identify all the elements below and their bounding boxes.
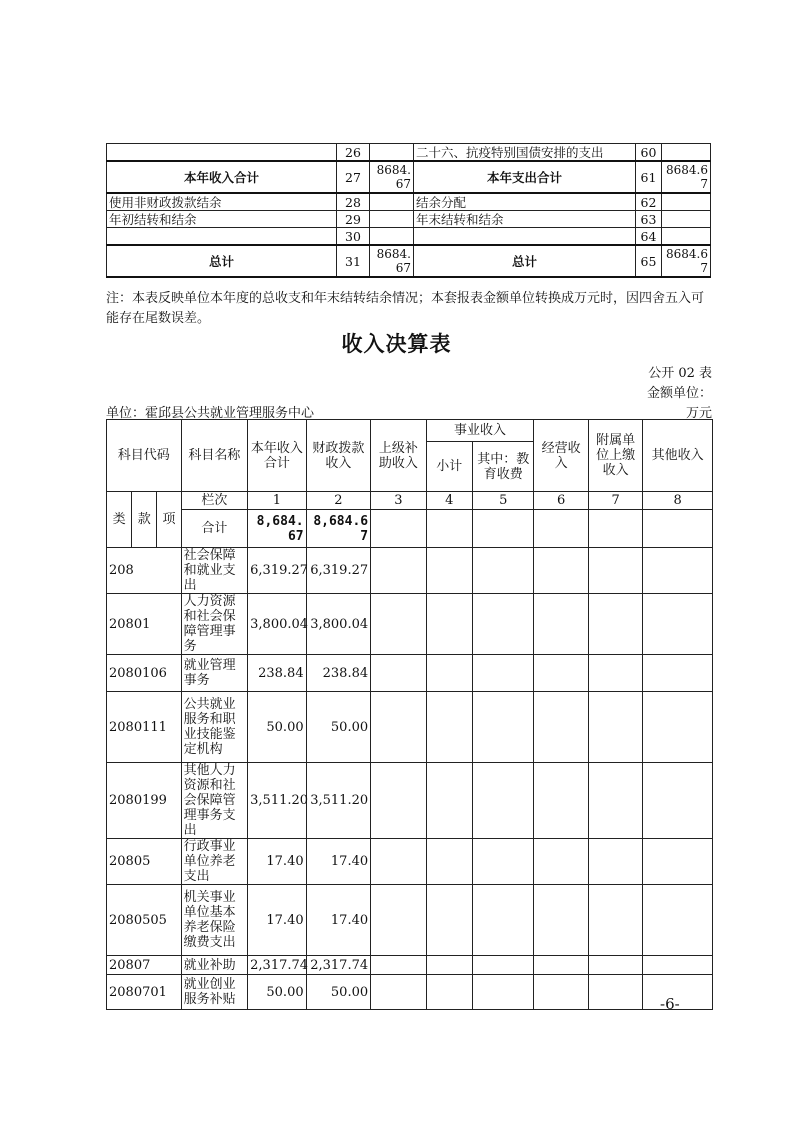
header-row [107,420,713,442]
left-amount [370,228,414,246]
row-code: 2080106 [107,655,182,692]
amount-unit-label: 金额单位： [646,386,712,401]
row-total: 17.40 [248,839,306,885]
row-total: 2,317.74 [248,956,306,975]
row-total: 50.00 [248,975,306,1010]
right-amount: 8684.67 [662,161,711,193]
header-fiscal: 财政拨款收入 [306,420,371,492]
row-total: 6,319.27 [248,548,306,594]
row-total: 3,511.20 [248,763,306,839]
sum-label: 合计 [181,510,248,548]
table-row [107,763,713,839]
column-number-row [107,492,713,510]
header-business: 经营收入 [534,420,588,492]
right-label: 结余分配 [414,193,636,211]
left-no: 26 [337,144,370,162]
amount-unit: 万元 [685,406,712,421]
table-row [107,548,713,594]
summary-row [107,161,711,193]
left-no: 28 [337,193,370,211]
row-fiscal: 17.40 [306,885,371,956]
header-affiliated: 附属单位上缴收入 [588,420,642,492]
row-fiscal: 17.40 [306,839,371,885]
header-kuan: 款 [132,492,157,548]
summary-row [107,245,711,277]
right-no: 61 [636,161,662,193]
row-fiscal: 50.00 [306,692,371,763]
row-total: 50.00 [248,692,306,763]
left-amount [370,144,414,162]
row-name: 公共就业服务和职业技能鉴定机构 [181,692,248,763]
row-name: 社会保障和就业支出 [181,548,248,594]
column-label: 栏次 [181,492,248,510]
column-number: 6 [534,492,588,510]
row-fiscal: 3,800.04 [306,594,371,655]
row-name: 就业补助 [181,956,248,975]
row-total: 238.84 [248,655,306,692]
table-row [107,885,713,956]
row-name: 行政事业单位养老支出 [181,839,248,885]
column-number: 4 [426,492,472,510]
table-row [107,956,713,975]
right-no: 62 [636,193,662,211]
right-no: 64 [636,228,662,246]
row-name: 人力资源和社会保障管理事务 [181,594,248,655]
column-number: 2 [306,492,371,510]
row-fiscal: 6,319.27 [306,548,371,594]
column-number: 5 [472,492,534,510]
row-fiscal: 3,511.20 [306,763,371,839]
left-no: 29 [337,211,370,228]
left-no: 31 [337,245,370,277]
header-lei: 类 [107,492,132,548]
right-no: 63 [636,211,662,228]
header-enterprise: 事业收入 [426,420,534,442]
row-name: 机关事业单位基本养老保险缴费支出 [181,885,248,956]
left-amount [370,193,414,211]
unit-name: 单位：霍邱县公共就业管理服务中心 [106,406,315,421]
table-row [107,655,713,692]
row-total: 3,800.04 [248,594,306,655]
header-edu: 其中：教育收费 [472,442,534,492]
table-row [107,839,713,885]
left-amount [370,211,414,228]
left-label: 使用非财政拨款结余 [107,193,337,211]
table-row [107,692,713,763]
left-label: 年初结转和结余 [107,211,337,228]
left-label [107,228,337,246]
row-fiscal: 2,317.74 [306,956,371,975]
header-subtotal: 小计 [426,442,472,492]
right-amount [662,211,711,228]
right-amount [662,144,711,162]
header-total: 本年收入合计 [248,420,306,492]
row-name: 就业管理事务 [181,655,248,692]
right-label: 总计 [414,245,636,277]
right-label: 年末结转和结余 [414,211,636,228]
table-row [107,594,713,655]
right-label: 本年支出合计 [414,161,636,193]
table-row [107,975,713,1010]
right-amount: 8684.67 [662,245,711,277]
row-code: 20801 [107,594,182,655]
right-amount [662,228,711,246]
right-amount [662,193,711,211]
row-fiscal: 238.84 [306,655,371,692]
page-title: 收入决算表 [341,332,452,356]
row-total: 17.40 [248,885,306,956]
right-no: 60 [636,144,662,162]
summary-row [107,193,711,211]
header-name: 科目名称 [181,420,248,492]
header-other: 其他收入 [643,420,713,492]
left-amount: 8684.67 [370,245,414,277]
row-code: 2080199 [107,763,182,839]
right-label [414,228,636,246]
summary-table [106,143,711,278]
sum-total: 8,684.67 [248,510,306,548]
sum-fiscal: 8,684.67 [306,510,371,548]
row-code: 2080701 [107,975,182,1010]
row-code: 20807 [107,956,182,975]
row-code: 20805 [107,839,182,885]
left-label: 总计 [107,245,337,277]
row-fiscal: 50.00 [306,975,371,1010]
header-xiang: 项 [157,492,181,548]
table-note: 注：本表反映单位本年度的总收支和年末结转结余情况；本套报表金额单位转换成万元时，因四舍五入可能存在尾数误差。 [106,291,705,326]
header-code: 科目代码 [107,420,182,492]
column-number: 7 [588,492,642,510]
summary-row [107,211,711,228]
column-number: 1 [248,492,306,510]
left-amount: 8684.67 [370,161,414,193]
header-superior: 上级补助收入 [371,420,426,492]
sum-row [107,510,713,548]
row-name: 其他人力资源和社会保障管理事务支出 [181,763,248,839]
left-label: 本年收入合计 [107,161,337,193]
row-code: 2080111 [107,692,182,763]
left-no: 27 [337,161,370,193]
right-no: 65 [636,245,662,277]
right-label: 二十六、抗疫特别国债安排的支出 [414,144,636,162]
row-code: 2080505 [107,885,182,956]
income-table [106,419,713,1010]
summary-row [107,144,711,162]
left-no: 30 [337,228,370,246]
row-name: 就业创业服务补贴 [181,975,248,1010]
column-number: 8 [643,492,713,510]
summary-row [107,228,711,246]
page-number: -6- [660,995,680,1013]
column-number: 3 [371,492,426,510]
left-label [107,144,337,162]
row-code: 208 [107,548,182,594]
form-number: 公开 02 表 [648,366,712,381]
